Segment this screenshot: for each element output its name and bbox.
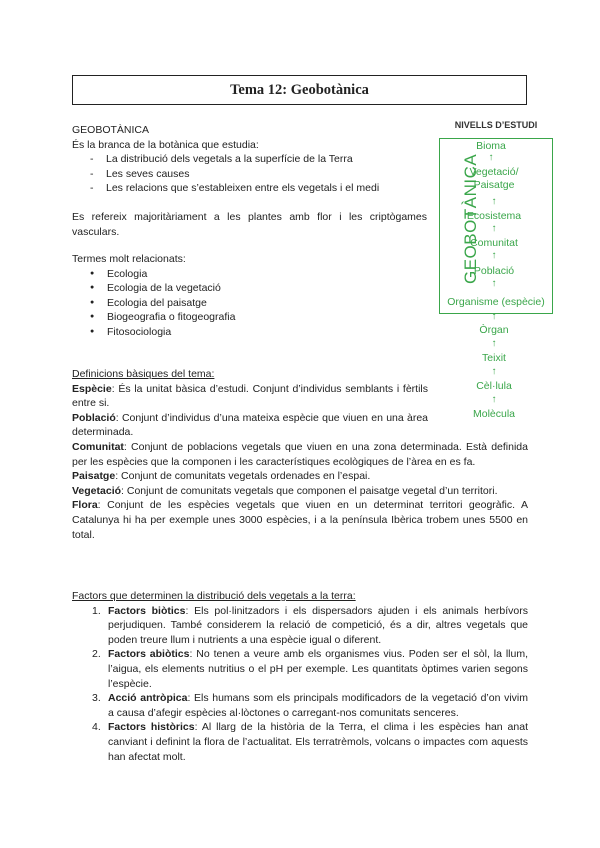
diagram-title: NIVELLS D’ESTUDI	[454, 120, 538, 130]
list-item: ● Biogeografia o fitogeografia	[72, 310, 427, 325]
page-title-text: Tema 12: Geobotànica	[230, 81, 369, 98]
factor-term: Factors biòtics	[108, 604, 186, 617]
level-cellula: Cèl·lula	[476, 380, 512, 392]
vertical-label: GEOBOTÀNICA	[461, 153, 480, 284]
definition-text: : Conjunt de les espècies vegetals que viuen en un determinat territori geogràfic. A Catalunya hi ha per exemple unes 3000 espècies, i a la península Ibèrica trobem unes 5500 en total.	[72, 499, 528, 541]
intro-lead: És la branca de la botànica que estudia:	[72, 138, 259, 151]
definition-term: Vegetació	[72, 484, 122, 497]
factors-heading: Factors que determinen la distribució dels vegetals a la terra:	[72, 590, 356, 602]
factor-number: 2.	[92, 648, 101, 661]
intro-paragraph: Es refereix majoritàriament a les plantes amb flor i les criptògames vasculars.	[72, 210, 427, 238]
factor-text: : Al llarg de la història de la Terra, el clima i les espècies han anat canviant i definint la flora de l’actualitat. Els terratrèmols, volcans o impactes com aquests han afectat molt.	[108, 721, 528, 763]
definition-text: : Conjunt d’individus d’una mateixa espècie que viuen en una àrea determinada.	[72, 411, 428, 439]
factor-text: : Els humans som els principals modificadors de la vegetació d’on vivim a causa d’afegir espècies al·lòctones o carregant-nos comunitats senceres.	[108, 692, 528, 719]
definition-text: : És la unitat bàsica d’estudi. Conjunt d’individus semblants i fèrtils entre si.	[72, 382, 428, 410]
level-bioma: Bioma	[476, 140, 506, 152]
levels-diagram	[436, 120, 556, 430]
factors-list	[72, 604, 528, 765]
list-item: ● Ecologia del paisatge	[72, 296, 427, 311]
related-section	[72, 252, 427, 340]
definition-term: Espècie	[72, 382, 112, 395]
list-item: - La distribució dels vegetals a la superfície de la Terra	[72, 152, 427, 167]
level-teixit: Teixit	[482, 352, 506, 364]
definitions-heading: Definicions bàsiques del tema:	[72, 368, 215, 380]
arrow-icon: ↑	[491, 250, 497, 261]
definition-text: : Conjunt de comunitats vegetals ordenades en l’espai.	[115, 470, 371, 483]
level-poblacio: Població	[473, 265, 515, 277]
definition-term: Població	[72, 411, 116, 424]
definition-text: : Conjunt de comunitats vegetals que componen el paisatge vegetal d’un territori.	[121, 484, 498, 497]
definition-item	[72, 498, 528, 542]
factor-item	[72, 647, 528, 691]
arrow-icon: ↑	[491, 366, 497, 377]
factor-number: 4.	[92, 721, 101, 734]
level-vegetacio: Vegetació/ Paisatge	[469, 166, 519, 191]
factor-number: 3.	[92, 692, 101, 705]
factor-term: Acció antròpica	[108, 692, 188, 705]
definition-item	[72, 440, 528, 469]
definition-term: Comunitat	[72, 440, 124, 453]
level-ecosistema: Ecosistema	[466, 210, 522, 222]
arrow-icon: ↑	[491, 311, 497, 322]
factor-number: 1.	[92, 604, 101, 617]
related-list	[72, 267, 427, 340]
list-item: - Les relacions que s’estableixen entre els vegetals i el medi	[72, 181, 427, 196]
arrow-icon: ↑	[491, 338, 497, 349]
arrow-icon: ↑	[491, 223, 497, 234]
factors-section	[72, 589, 528, 764]
factor-item	[72, 604, 528, 648]
arrow-icon: ↑	[491, 278, 497, 289]
level-organisme: Organisme (espècie)	[447, 296, 545, 308]
factor-term: Factors històrics	[108, 721, 195, 734]
page-title	[72, 75, 527, 105]
list-item: ● Ecologia	[72, 267, 427, 282]
factor-text: : Els pol·linitzadors i els dispersadors ajuden i els animals herbívors perjudiquen. També considerem la relació de competició, és a dir, altres vegetals que poden treure llum i nutrients a una espècie igual o diferent.	[108, 604, 528, 646]
intro-section	[72, 123, 427, 239]
list-item: - Les seves causes	[72, 167, 427, 182]
factor-text: : No tenen a veure amb els organismes vius. Poden ser el sòl, la llum, l’aigua, els elements nutritius o el pH per exemple. Les quantitats òptimes varien segons l’espècie.	[108, 648, 528, 690]
arrow-icon: ↑	[491, 394, 497, 405]
list-item: ● Ecologia de la vegetació	[72, 281, 427, 296]
definition-term: Paisatge	[72, 470, 116, 483]
factor-term: Factors abiòtics	[108, 648, 190, 661]
arrow-icon: ↑	[491, 196, 497, 207]
intro-list	[72, 152, 427, 196]
level-comunitat: Comunitat	[470, 237, 518, 249]
list-item: ● Fitosociologia	[72, 325, 427, 340]
definition-item	[72, 484, 528, 499]
level-molecula: Molècula	[472, 408, 516, 420]
definition-term: Flora	[72, 499, 98, 512]
intro-heading: GEOBOTÀNICA	[72, 124, 150, 136]
level-organ: Òrgan	[479, 324, 509, 336]
factor-item	[72, 720, 528, 764]
related-heading: Termes molt relacionats:	[72, 253, 186, 265]
definition-item	[72, 469, 528, 484]
arrow-icon: ↑	[488, 152, 494, 163]
definition-item	[72, 382, 428, 411]
definition-item	[72, 411, 428, 440]
factor-item	[72, 691, 528, 720]
definition-text: : Conjunt de poblacions vegetals que viuen en una zona determinada. Està definida per les espècies que la componen i les característiques ecològiques de l’àrea en es fa.	[72, 440, 528, 468]
